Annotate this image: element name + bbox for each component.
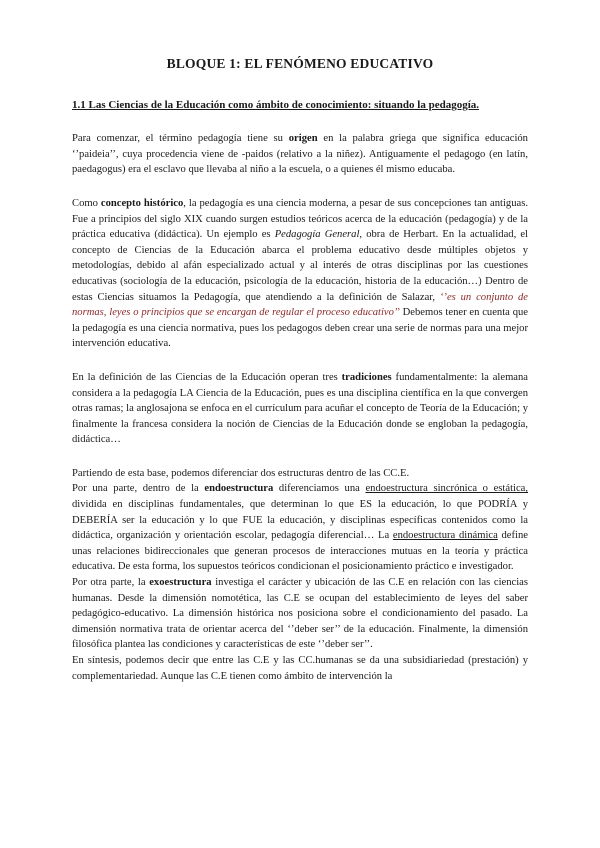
text-run: Por una parte, dentro de la [72, 483, 205, 495]
paragraph-synthesis: En síntesis, podemos decir que entre las C.E y las CC.humanas se da una subsidiariedad (prestación) y complementariedad. Aunque las C.E tienen como ámbito de intervención la [72, 655, 528, 682]
text-run: En la definición de las Ciencias de la Educación operan tres [72, 371, 342, 383]
text-run: diferenciamos una [273, 483, 366, 495]
paragraph-historical-concept [72, 196, 528, 352]
bold-term-origen: origen [288, 133, 318, 145]
page-title: BLOQUE 1: EL FENÓMENO EDUCATIVO [166, 56, 434, 71]
text-run: investiga el carácter y ubicación de las C.E en relación con las ciencias humanas. Desde la dimensión nomotética, las C.E se ocupan del establecimiento de leyes del saber pedagógico-educativo. La dimensión histórica nos posiciona sobre el condicionamiento del pasado. La dimensión normativa trata de orientar acerca del ‘’deber ser’’ de la educación. Finalmente, la dimensión filosófica plantea las condiciones y características de este ‘’deber ser’’. [72, 577, 528, 651]
paragraph-traditions [72, 370, 528, 448]
text-run: fundamentalmente: la alemana considera a la pedagogía LA Ciencia de la Educación, pues es una disciplina científica en la que convergen otras ramas; la anglosajona se enfoca en el currículum para acuñar el concepto de Teoría de la Educación; y finalmente la francesa considera la noción de Ciencias de la Educación donde se engloban la pedagogía, didáctica… [72, 371, 529, 446]
bold-term-concepto-historico: concepto histórico [100, 197, 184, 209]
text-run: Debemos tener en cuenta que la pedagogía es una ciencia normativa, pues los pedagogos deben crear una serie de normas para una mejor intervención educativa. [72, 307, 528, 350]
text-run: define unas relaciones bidireccionales que generan procesos de interacciones mutuas en la teoría y práctica educativa. De esta forma, los supuestos teóricos condicionan el posicionamiento práctico e investigador. [72, 530, 528, 573]
paragraph-endostructure [72, 481, 528, 575]
text-run: en la palabra griega que significa educación ‘’paideia’’, cuya procedencia viene de -paidos (relativo a la niñez). Antiguamente el pedagogo (en latín, paedagogus) era el esclavo que llevaba al niño a la escuela, o a quienes él mismo educaba. [72, 133, 528, 176]
italic-title-pedagogia-general: Pedagogía General, [274, 229, 363, 241]
text-run: Para comenzar, el término pedagogía tiene su [72, 133, 289, 145]
text-run: Como [72, 197, 101, 209]
bold-term-tradiciones: tradiciones [341, 371, 392, 383]
paragraph-exostructure [72, 575, 528, 653]
salazar-quote: ‘’es un conjunto de normas, leyes o principios que se encargan de regular el proceso educativo’’ [72, 291, 529, 319]
bold-term-endoestructura: endoestructura [204, 483, 274, 495]
text-run: , la pedagogía es una ciencia moderna, a pesar de sus concepciones tan antiguas. Fue a principios del siglo XIX cuando surgen estudios teóricos acerca de la educación (pedagogía) y de la práctica educativa (didáctica). Un ejemplo es [72, 197, 528, 241]
text-run: Por otra parte, la [72, 577, 150, 589]
bold-term-exoestructura: exoestructura [149, 577, 212, 589]
underlined-term-dinamica: endoestructura dinámica [392, 530, 498, 542]
section-heading: 1.1 Las Ciencias de la Educación como ámbito de conocimiento: situando la pedagogía. [72, 98, 480, 111]
paragraph-structures-intro: Partiendo de esta base, podemos diferenciar dos estructuras dentro de las CC.E. [72, 467, 410, 479]
text-run: dividida en disciplinas fundamentales, que determinan lo que ES la educación, lo que PODRÍA y DEBERÍA ser la educación y lo que FUE la educación, y disciplinas específicas contenidos como la didáctica, organización y orientación escolar, pedagogía diferencial… La [72, 499, 528, 542]
underlined-term-sincronica: endoestructura sincrónica o estática, [365, 483, 529, 495]
paragraph-origin [72, 131, 528, 178]
text-run: obra de Herbart. En la actualidad, el concepto de Ciencias de la Educación abarca el problema educativo desde múltiples objetos y metodologías, debido al afán especializado actual y al interés de otras disciplinas por las cuestiones educativas (sociología de la educación, psicología de la educación, historia de la educación…) Dentro de estas Ciencias situamos la Pedagogía, que atendiendo a la definición de Salazar, [72, 229, 528, 303]
